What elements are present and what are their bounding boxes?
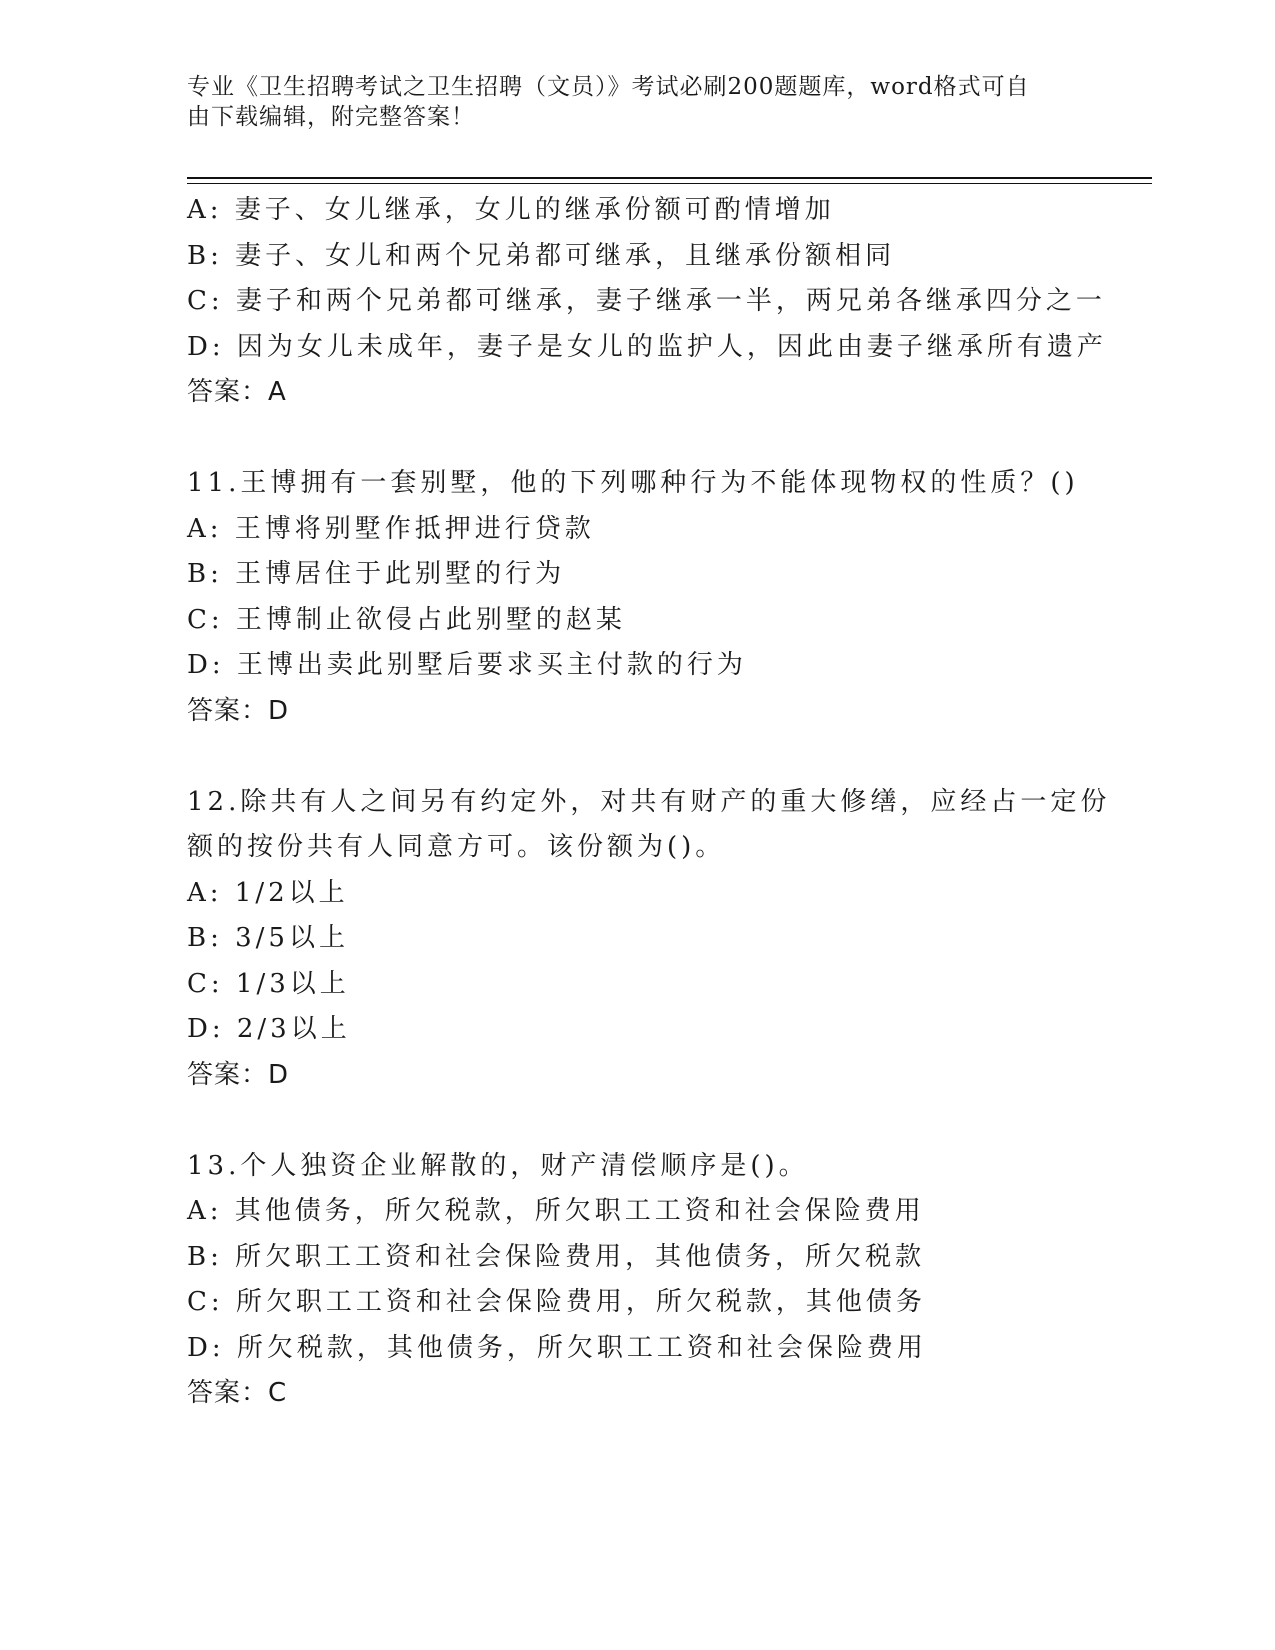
question-stem: 13.个人独资企业解散的，财产清偿顺序是()。 [187, 1150, 809, 1181]
spacer [187, 1098, 1087, 1144]
question-stem-line-1: 12.除共有人之间另有约定外，对共有财产的重大修缮，应经占一定份 [187, 786, 1111, 817]
question-list [187, 188, 1111, 1417]
option-c: C: 王博制止欲侵占此别墅的赵某 [187, 604, 626, 635]
answer-line: 答案：C [187, 1378, 288, 1408]
answer-line: 答案：D [187, 1059, 290, 1090]
option-c: C: 1/3以上 [187, 968, 350, 999]
header-rule-thin [187, 183, 1152, 184]
option-b: B: 妻子、女儿和两个兄弟都可继承，且继承份额相同 [187, 240, 896, 271]
header-rule-thick [187, 177, 1152, 179]
option-d: D: 2/3以上 [187, 1014, 351, 1044]
option-a: A: 妻子、女儿继承，女儿的继承份额可酌情增加 [187, 195, 835, 225]
question-13 [187, 1144, 1087, 1417]
option-b: B: 王博居住于此别墅的行为 [187, 559, 566, 589]
option-a: A: 其他债务，所欠税款，所欠职工工资和社会保险费用 [187, 1196, 925, 1226]
question-stem-line-2: 额的按份共有人同意方可。该份额为()。 [187, 832, 726, 862]
option-b: B: 所欠职工工资和社会保险费用，其他债务，所欠税款 [187, 1241, 926, 1272]
option-a: A: 王博将别墅作抵押进行贷款 [187, 513, 595, 544]
option-a: A: 1/2以上 [187, 877, 349, 908]
spacer [187, 416, 1087, 462]
option-d: D: 因为女儿未成年，妻子是女儿的监护人，因此由妻子继承所有遗产 [187, 331, 1107, 362]
option-d: D: 所欠税款，其他债务，所欠职工工资和社会保险费用 [187, 1332, 927, 1363]
spacer [187, 734, 1087, 780]
answer-line: 答案：D [187, 695, 290, 726]
option-b: B: 3/5以上 [187, 923, 349, 953]
header-line-1: 专业《卫生招聘考试之卫生招聘（文员）》考试必刷200题题库，word格式可自 [187, 74, 1030, 100]
question-12 [187, 780, 1111, 1099]
option-c: C: 所欠职工工资和社会保险费用，所欠税款，其他债务 [187, 1287, 926, 1317]
option-c: C: 妻子和两个兄弟都可继承，妻子继承一半，两兄弟各继承四分之一 [187, 286, 1106, 316]
answer-line: 答案：A [187, 377, 287, 407]
question-11 [187, 461, 1087, 734]
document-header [187, 72, 1067, 132]
header-line-2: 由下载编辑，附完整答案！ [187, 104, 475, 130]
option-d: D: 王博出卖此别墅后要求买主付款的行为 [187, 650, 747, 680]
question-10 [187, 188, 1107, 416]
question-stem: 11.王博拥有一套别墅，他的下列哪种行为不能体现物权的性质？() [187, 468, 1079, 498]
